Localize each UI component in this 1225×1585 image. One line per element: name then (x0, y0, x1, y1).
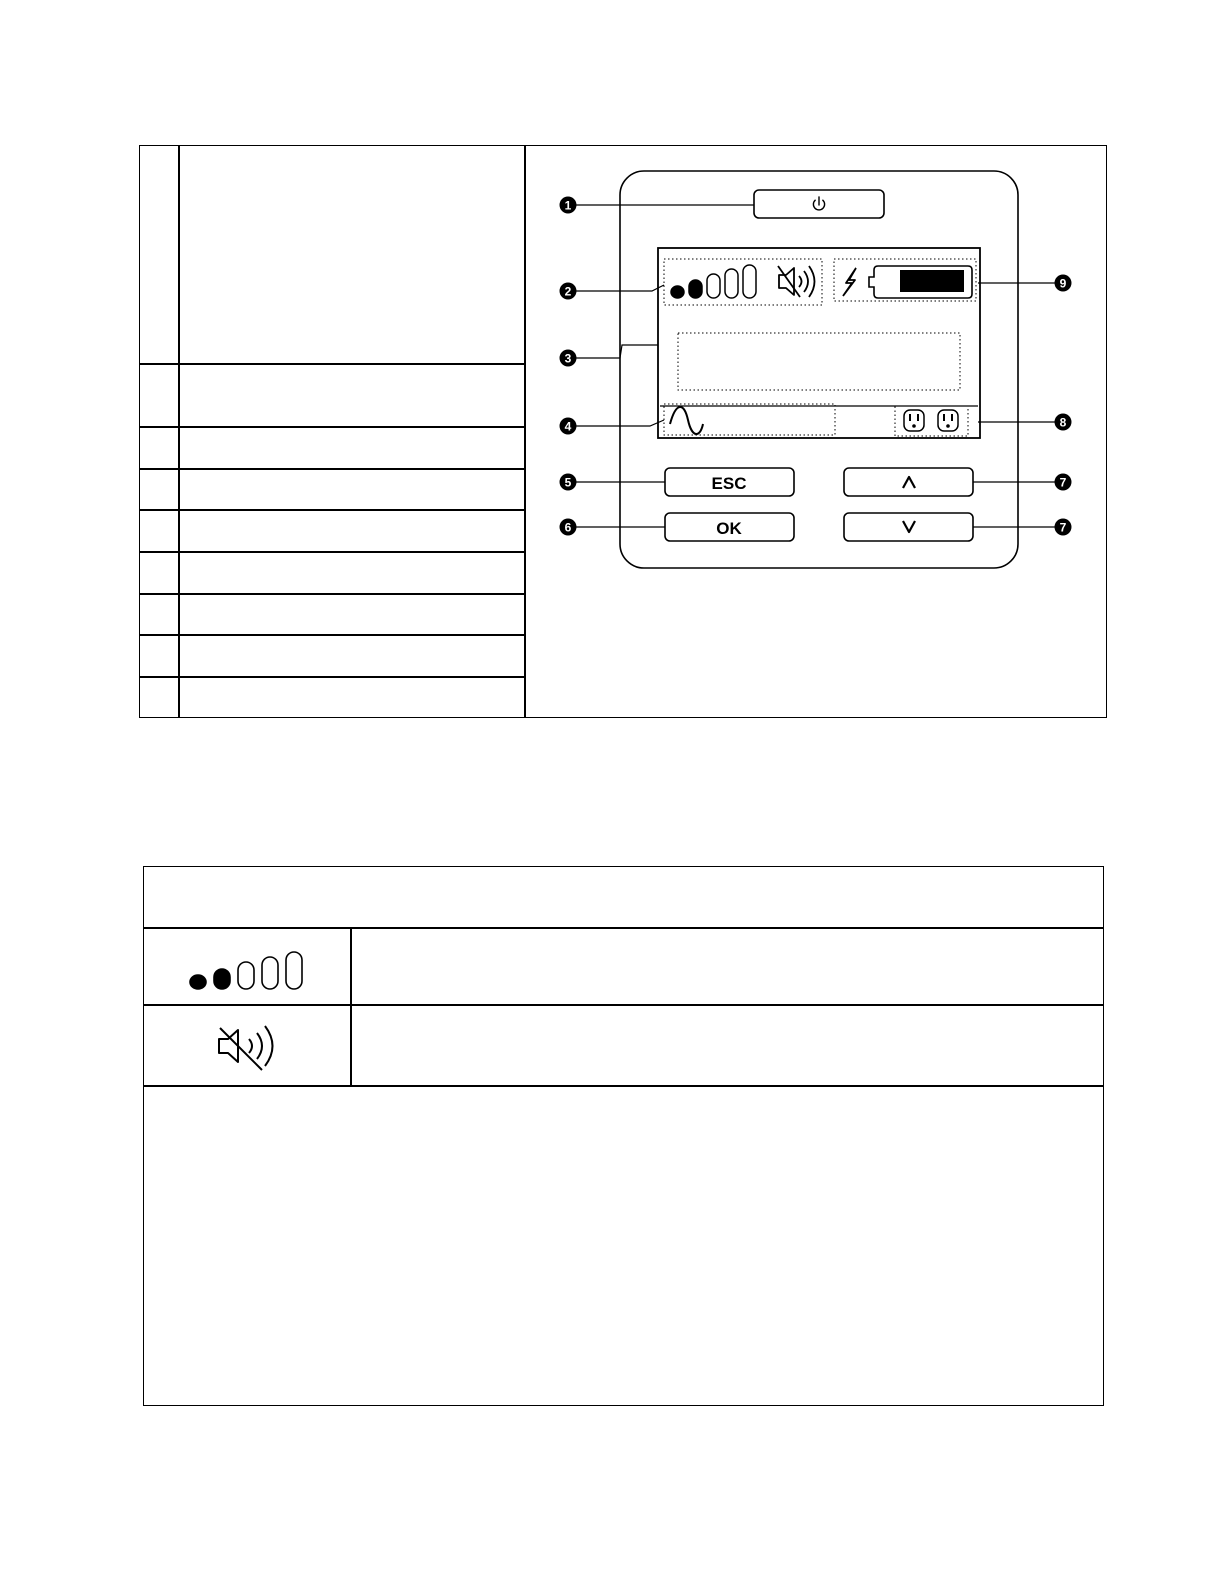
load-bar-filled (190, 975, 206, 989)
battery-icon (869, 266, 972, 298)
panel-outline (620, 171, 1018, 568)
callout-5 (560, 474, 577, 491)
load-level-icon (671, 265, 756, 298)
callout-2 (560, 283, 577, 300)
power-button[interactable] (754, 190, 884, 218)
outlet-icon (904, 410, 924, 431)
table-row-divider (139, 593, 525, 595)
esc-button-label: ESC (711, 474, 747, 493)
svg-text:5: 5 (564, 475, 572, 490)
callout-leaders (576, 205, 1055, 527)
table-divider (178, 145, 180, 718)
load-bar-empty (743, 265, 756, 298)
table-row-divider (139, 468, 525, 470)
svg-text:4: 4 (564, 419, 572, 434)
load-bar-empty (262, 957, 278, 989)
battery-charge-fill (900, 270, 964, 292)
lightning-icon (843, 268, 856, 296)
mute-icon (778, 266, 815, 297)
load-bar-empty (707, 274, 720, 298)
outlet-icon (938, 410, 958, 431)
svg-text:6: 6 (564, 520, 572, 535)
svg-text:7: 7 (1059, 520, 1067, 535)
load-level-icon (190, 952, 302, 989)
legend-icons (144, 928, 350, 1085)
load-bar-empty (286, 952, 302, 989)
mute-icon (219, 1026, 273, 1070)
callout-9 (1055, 275, 1072, 292)
ok-button[interactable] (665, 513, 794, 541)
table-row-divider (139, 551, 525, 553)
callout-6 (560, 519, 577, 536)
table-row-divider (139, 676, 525, 678)
svg-text:2: 2 (564, 284, 572, 299)
callout-7 (1055, 474, 1072, 491)
table-row-divider (139, 426, 525, 428)
load-bar-empty (238, 962, 254, 989)
svg-text:8: 8 (1059, 415, 1067, 430)
esc-button[interactable] (665, 468, 794, 496)
load-bar-empty (725, 269, 738, 298)
svg-text:3: 3 (564, 351, 572, 366)
ups-front-panel-diagram (526, 146, 1106, 716)
callout-3 (560, 350, 577, 367)
svg-text:1: 1 (564, 198, 572, 213)
ok-button-label: OK (716, 519, 742, 538)
outlet-area (895, 406, 968, 436)
sine-wave-icon (670, 407, 703, 434)
load-bar-filled (214, 969, 230, 989)
up-button[interactable] (844, 468, 973, 496)
table-row-divider (139, 509, 525, 511)
callout-8 (1055, 414, 1072, 431)
down-button[interactable] (844, 513, 973, 541)
legend-row-divider (143, 1085, 1104, 1087)
load-bar-filled (671, 286, 684, 298)
legend-column-divider (350, 927, 352, 1086)
callout-7 (1055, 519, 1072, 536)
table-row-divider (139, 634, 525, 636)
svg-text:9: 9 (1059, 276, 1067, 291)
load-bar-filled (689, 280, 702, 298)
callout-4 (560, 418, 577, 435)
ac-input-area (664, 404, 835, 435)
svg-text:7: 7 (1059, 475, 1067, 490)
message-area (678, 333, 960, 390)
table-row-divider (139, 363, 525, 365)
callout-1 (560, 197, 577, 214)
